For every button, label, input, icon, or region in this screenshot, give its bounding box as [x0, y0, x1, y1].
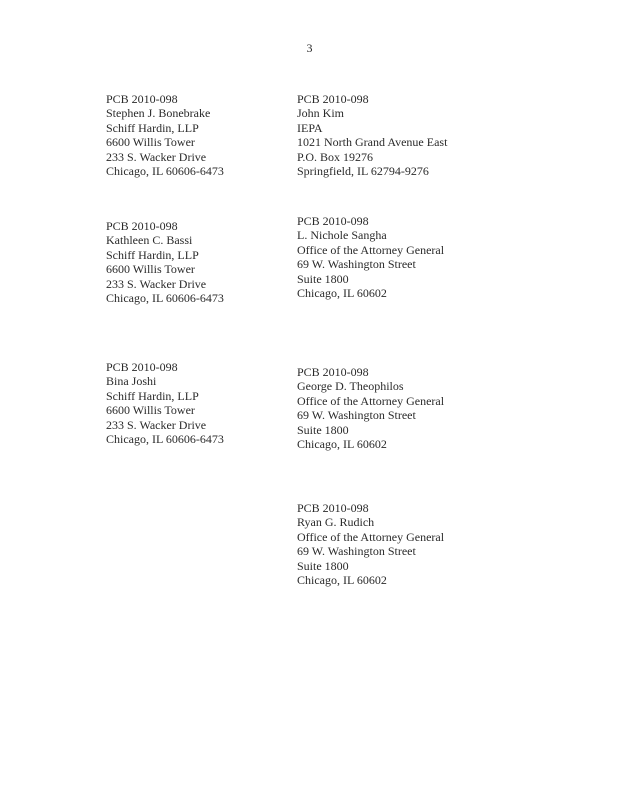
address-line-1: 6600 Willis Tower — [106, 135, 195, 150]
recipient-name: George D. Theophilos — [297, 379, 404, 394]
recipient-name: Kathleen C. Bassi — [106, 233, 193, 248]
address-line-1: 1021 North Grand Avenue East — [297, 135, 448, 150]
organization: Office of the Attorney General — [297, 529, 445, 544]
organization: Office of the Attorney General — [297, 393, 445, 408]
address-block-joshi — [106, 360, 224, 446]
city-state-zip: Chicago, IL 60606-6473 — [106, 291, 224, 306]
address-line-2: Suite 1800 — [297, 271, 349, 286]
city-state-zip: Springfield, IL 62794-9276 — [297, 164, 429, 179]
city-state-zip: Chicago, IL 60602 — [297, 437, 387, 452]
address-line-2: P.O. Box 19276 — [297, 149, 374, 164]
recipient-name: Stephen J. Bonebrake — [106, 106, 211, 121]
recipient-name: Ryan G. Rudich — [297, 515, 375, 530]
address-line-1: 6600 Willis Tower — [106, 262, 195, 277]
address-line-1: 69 W. Washington Street — [297, 257, 416, 272]
organization: Schiff Hardin, LLP — [106, 388, 199, 403]
address-block-theophilos — [297, 365, 444, 451]
address-block-bonebrake — [106, 92, 224, 178]
address-line-2: 233 S. Wacker Drive — [106, 276, 207, 291]
address-line-2: Suite 1800 — [297, 422, 349, 437]
organization: Office of the Attorney General — [297, 242, 445, 257]
address-line-2: 233 S. Wacker Drive — [106, 417, 207, 432]
address-line-2: 233 S. Wacker Drive — [106, 149, 207, 164]
organization: IEPA — [297, 120, 323, 135]
address-line-1: 69 W. Washington Street — [297, 544, 416, 559]
case-number: PCB 2010-098 — [297, 92, 369, 106]
case-number: PCB 2010-098 — [106, 219, 178, 233]
city-state-zip: Chicago, IL 60606-6473 — [106, 164, 224, 179]
organization: Schiff Hardin, LLP — [106, 120, 199, 135]
address-line-2: Suite 1800 — [297, 558, 349, 573]
case-number: PCB 2010-098 — [297, 365, 369, 379]
address-line-1: 69 W. Washington Street — [297, 408, 416, 423]
recipient-name: John Kim — [297, 106, 345, 121]
address-block-kim — [297, 92, 447, 178]
case-number: PCB 2010-098 — [297, 501, 369, 515]
address-line-1: 6600 Willis Tower — [106, 403, 195, 418]
address-block-bassi — [106, 219, 224, 305]
case-number: PCB 2010-098 — [106, 360, 178, 374]
page-number: 3 — [306, 41, 313, 55]
case-number: PCB 2010-098 — [297, 214, 369, 228]
address-block-sangha — [297, 214, 444, 300]
recipient-name: L. Nichole Sangha — [297, 228, 387, 243]
city-state-zip: Chicago, IL 60602 — [297, 573, 387, 588]
address-block-rudich — [297, 501, 444, 587]
organization: Schiff Hardin, LLP — [106, 247, 199, 262]
case-number: PCB 2010-098 — [106, 92, 178, 106]
recipient-name: Bina Joshi — [106, 374, 157, 389]
city-state-zip: Chicago, IL 60606-6473 — [106, 432, 224, 447]
city-state-zip: Chicago, IL 60602 — [297, 286, 387, 301]
